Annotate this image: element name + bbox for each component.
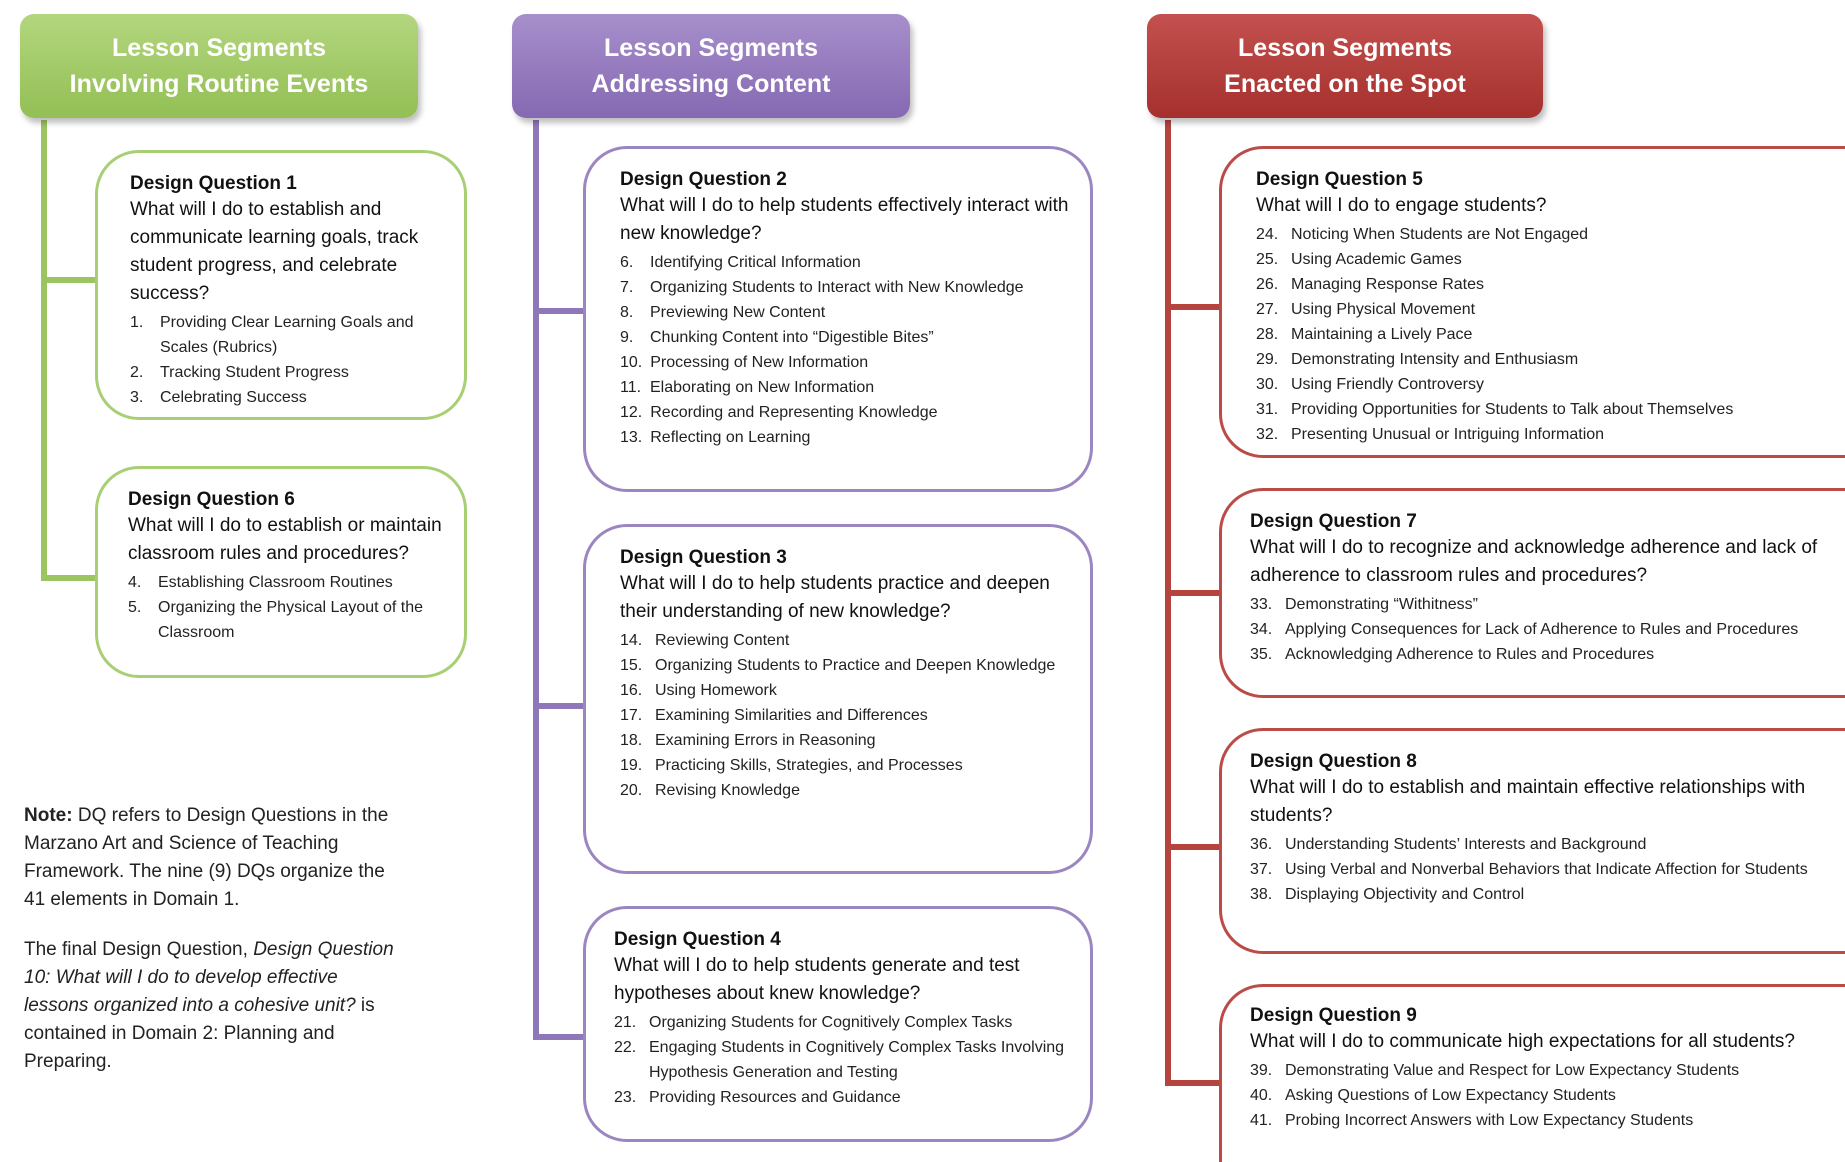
connector-purple-dq4 [533, 1034, 585, 1040]
list-item: 31. Providing Opportunities for Students to Talk about Themselves [1256, 401, 1734, 418]
footnote [24, 802, 404, 1098]
list-item: 25. Using Academic Games [1256, 251, 1462, 268]
header-routine-events [20, 14, 418, 118]
element-list [614, 1010, 1070, 1110]
dq-question: What will I do to establish and maintain effective relationships with students? [1250, 777, 1806, 826]
list-item: 32. Presenting Unusual or Intriguing Information [1256, 426, 1605, 443]
list-item: 41. Probing Incorrect Answers with Low Expectancy Students [1250, 1112, 1694, 1129]
dq-title: Design Question 4 [614, 929, 781, 950]
header-enacted-on-spot [1147, 14, 1543, 118]
element-list [1250, 592, 1825, 667]
connector-red-dq5 [1165, 304, 1221, 310]
list-item: 27. Using Physical Movement [1256, 301, 1476, 318]
element-list [1250, 832, 1825, 907]
list-item: 1. Providing Clear Learning Goals and Scales (Rubrics) [130, 314, 414, 356]
list-item: 16. Using Homework [620, 682, 777, 699]
header-line2: Enacted on the Spot [1224, 70, 1466, 98]
note-paragraph-2: The final Design Question, Design Question 10: What will I do to develop effective lessons organized into a cohesive unit? is contained in Domain 2: Planning and Preparing. [24, 939, 394, 1072]
design-question-8 [1219, 728, 1845, 954]
connector-red-trunk [1165, 120, 1171, 1086]
list-item: 36. Understanding Students’ Interests and Background [1250, 836, 1647, 853]
list-item: 30. Using Friendly Controversy [1256, 376, 1484, 393]
list-item: 3. Celebrating Success [130, 389, 307, 406]
element-list [620, 250, 1070, 450]
dq-title: Design Question 9 [1250, 1005, 1417, 1026]
element-list [130, 310, 444, 410]
dq-question: What will I do to help students practice and deepen their understanding of new knowledge? [620, 573, 1050, 622]
dq-title: Design Question 8 [1250, 751, 1417, 772]
dq-title: Design Question 5 [1256, 169, 1423, 190]
note-italic: Design Question 10: What will I do to develop effective lessons organized into a cohesive unit? [24, 939, 394, 1016]
dq-question: What will I do to recognize and acknowledge adherence and lack of adherence to classroom rules and procedures? [1250, 537, 1818, 586]
dq-title: Design Question 6 [128, 489, 295, 510]
dq-question: What will I do to engage students? [1256, 195, 1547, 216]
list-item: 23. Providing Resources and Guidance [614, 1089, 901, 1106]
dq-question: What will I do to establish or maintain classroom rules and procedures? [128, 515, 442, 564]
dq-question: What will I do to communicate high expectations for all students? [1250, 1031, 1795, 1052]
connector-purple-dq2 [533, 308, 585, 314]
design-question-5 [1219, 146, 1845, 458]
connector-green-dq1 [41, 277, 97, 283]
dq-question: What will I do to help students generate and test hypotheses about knew knowledge? [614, 955, 1020, 1004]
element-list [128, 570, 444, 645]
header-addressing-content [512, 14, 910, 118]
list-item: 26. Managing Response Rates [1256, 276, 1485, 293]
header-line1: Lesson Segments [1238, 34, 1452, 62]
list-item: 11. Elaborating on New Information [620, 379, 875, 396]
list-item: 40. Asking Questions of Low Expectancy Students [1250, 1087, 1616, 1104]
connector-green-trunk [41, 120, 47, 580]
list-item: 14. Reviewing Content [620, 632, 790, 649]
list-item: 29. Demonstrating Intensity and Enthusiasm [1256, 351, 1579, 368]
dq-question: What will I do to establish and communicate learning goals, track student progress, and celebrate success? [130, 199, 419, 304]
list-item: 39. Demonstrating Value and Respect for Low Expectancy Students [1250, 1062, 1740, 1079]
design-question-1 [95, 150, 467, 420]
note-paragraph-1 [24, 802, 404, 914]
list-item: 7. Organizing Students to Interact with New Knowledge [620, 279, 1024, 296]
header-line1: Lesson Segments [604, 34, 818, 62]
list-item: 24. Noticing When Students are Not Engaged [1256, 226, 1589, 243]
connector-green-dq6 [41, 575, 97, 581]
list-item: 21. Organizing Students for Cognitively Complex Tasks [614, 1014, 1013, 1031]
dq-title: Design Question 1 [130, 173, 297, 194]
list-item: 12. Recording and Representing Knowledge [620, 404, 938, 421]
list-item: 13. Reflecting on Learning [620, 429, 811, 446]
design-question-4 [583, 906, 1093, 1142]
design-question-6 [95, 466, 467, 678]
dq-title: Design Question 7 [1250, 511, 1417, 532]
dq-question: What will I do to help students effectively interact with new knowledge? [620, 195, 1069, 244]
connector-red-dq7 [1165, 590, 1221, 596]
list-item: 2. Tracking Student Progress [130, 364, 349, 381]
element-list [1250, 1058, 1825, 1133]
header-line2: Involving Routine Events [69, 70, 369, 98]
list-item: 15. Organizing Students to Practice and Deepen Knowledge [620, 657, 1056, 674]
connector-purple-trunk [533, 120, 539, 1040]
dq-title: Design Question 2 [620, 169, 787, 190]
list-item: 18. Examining Errors in Reasoning [620, 732, 876, 749]
element-list [1256, 222, 1825, 447]
header-line1: Lesson Segments [112, 34, 326, 62]
list-item: 6. Identifying Critical Information [620, 254, 861, 271]
dq-title: Design Question 3 [620, 547, 787, 568]
list-item: 22. Engaging Students in Cognitively Complex Tasks Involving Hypothesis Generation and Testing [614, 1039, 1065, 1081]
design-question-7 [1219, 488, 1845, 698]
list-item: 17. Examining Similarities and Differences [620, 707, 928, 724]
header-line2: Addressing Content [591, 70, 831, 98]
list-item: 38. Displaying Objectivity and Control [1250, 886, 1525, 903]
list-item: 19. Practicing Skills, Strategies, and Processes [620, 757, 963, 774]
list-item: 10. Processing of New Information [620, 354, 869, 371]
list-item: 34. Applying Consequences for Lack of Adherence to Rules and Procedures [1250, 621, 1799, 638]
connector-red-dq8 [1165, 844, 1221, 850]
note-text: DQ refers to Design Questions in the Marzano Art and Science of Teaching Framework. The nine (9) DQs organize the 41 elements in Domain 1. [24, 805, 389, 910]
design-question-9 [1219, 984, 1845, 1162]
list-item: 33. Demonstrating “Withitness” [1250, 596, 1478, 613]
list-item: 4. Establishing Classroom Routines [128, 574, 393, 591]
note-label: Note: [24, 805, 73, 826]
design-question-3 [583, 524, 1093, 874]
design-question-2 [583, 146, 1093, 492]
list-item: 28. Maintaining a Lively Pace [1256, 326, 1473, 343]
list-item: 8. Previewing New Content [620, 304, 826, 321]
connector-red-dq9 [1165, 1080, 1221, 1086]
list-item: 35. Acknowledging Adherence to Rules and Procedures [1250, 646, 1655, 663]
list-item: 37. Using Verbal and Nonverbal Behaviors that Indicate Affection for Students [1250, 861, 1808, 878]
list-item: 20. Revising Knowledge [620, 782, 800, 799]
element-list [620, 628, 1070, 803]
list-item: 5. Organizing the Physical Layout of the Classroom [128, 599, 424, 641]
list-item: 9. Chunking Content into “Digestible Bites” [620, 329, 934, 346]
connector-purple-dq3 [533, 703, 585, 709]
